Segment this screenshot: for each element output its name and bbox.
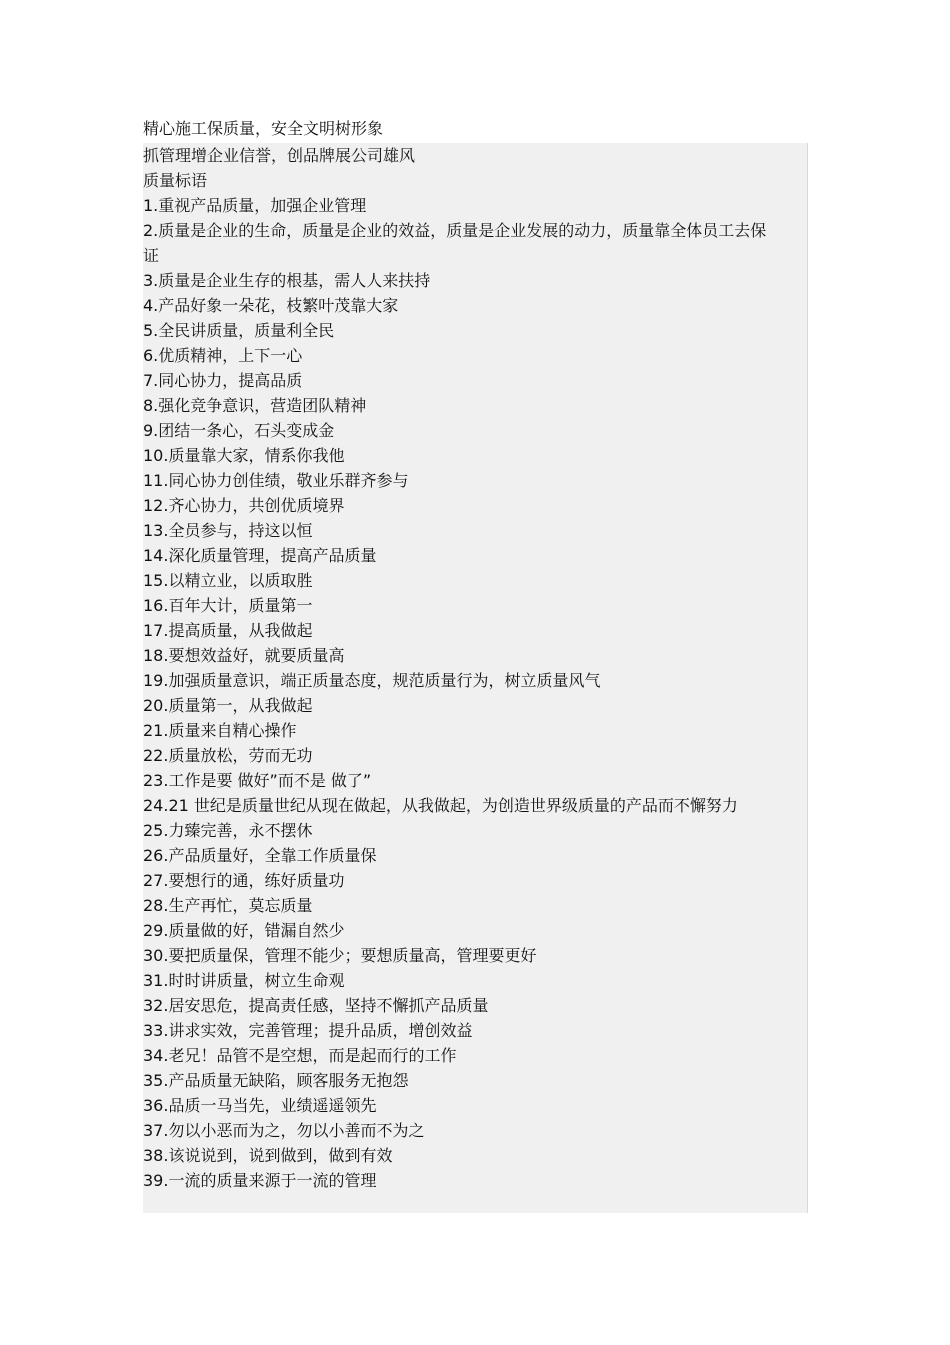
slogan-item: 23.工作是要 做好”而不是 做了”: [143, 771, 372, 790]
slogan-item: 33.讲求实效，完善管理；提升品质，增创效益: [143, 1021, 473, 1040]
slogan-item: 39.一流的质量来源于一流的管理: [143, 1171, 377, 1190]
slogan-item: 9.团结一条心，石头变成金: [143, 421, 335, 440]
slogan-item: 6.优质精神，上下一心: [143, 346, 303, 365]
slogan-item: 36.品质一马当先，业绩遥遥领先: [143, 1096, 377, 1115]
slogan-item: 38.该说说到，说到做到，做到有效: [143, 1146, 393, 1165]
slogan-item: 21.质量来自精心操作: [143, 721, 297, 740]
slogan-item: 32.居安思危，提高责任感，坚持不懈抓产品质量: [143, 996, 489, 1015]
slogan-item: 13.全员参与，持这以恒: [143, 521, 313, 540]
slogan-item: 16.百年大计，质量第一: [143, 596, 313, 615]
slogan-item: 18.要想效益好，就要质量高: [143, 646, 345, 665]
slogan-item: 12.齐心协力，共创优质境界: [143, 496, 345, 515]
slogan-item: 14.深化质量管理，提高产品质量: [143, 546, 377, 565]
slogan-item: 3.质量是企业生存的根基，需人人来扶持: [143, 271, 431, 290]
slogan-item: 5.全民讲质量，质量利全民: [143, 321, 335, 340]
slogan-item: 8.强化竞争意识，营造团队精神: [143, 396, 367, 415]
slogan-item: 25.力臻完善，永不摆休: [143, 821, 313, 840]
slogan-item: 24.21 世纪是质量世纪从现在做起，从我做起，为创造世界级质量的产品而不懈努力: [143, 796, 738, 815]
slogan-item: 31.时时讲质量，树立生命观: [143, 971, 345, 990]
slogan-item: 35.产品质量无缺陷，顾客服务无抱怨: [143, 1071, 409, 1090]
slogan-item: 11.同心协力创佳绩，敬业乐群齐参与: [143, 471, 409, 490]
slogan-item: 19.加强质量意识，端正质量态度，规范质量行为，树立质量风气: [143, 671, 601, 690]
section-title: 质量标语: [143, 171, 208, 190]
slogan-item: 20.质量第一，从我做起: [143, 696, 313, 715]
slogan-item: 2.质量是企业的生命，质量是企业的效益，质量是企业发展的动力，质量靠全体员工去保证: [143, 221, 767, 265]
slogan-list: [143, 143, 773, 1193]
slogan-item: 4.产品好象一朵花，枝繁叶茂靠大家: [143, 296, 399, 315]
slogan-item: 7.同心协力，提高品质: [143, 371, 303, 390]
slogan-item: 29.质量做的好，错漏自然少: [143, 921, 345, 940]
slogan-item: 10.质量靠大家，情系你我他: [143, 446, 345, 465]
slogan-item: 15.以精立业，以质取胜: [143, 571, 313, 590]
slogan-item: 30.要把质量保，管理不能少；要想质量高，管理要更好: [143, 946, 537, 965]
panel-heading-line: 抓管理增企业信誉，创品牌展公司雄风: [143, 146, 416, 165]
slogan-item: 17.提高质量，从我做起: [143, 621, 313, 640]
slogan-panel: [143, 143, 808, 1213]
slogan-item: 1.重视产品质量，加强企业管理: [143, 196, 367, 215]
slogan-item: 27.要想行的通，练好质量功: [143, 871, 345, 890]
slogan-item: 22.质量放松，劳而无功: [143, 746, 313, 765]
slogan-item: 28.生产再忙，莫忘质量: [143, 896, 313, 915]
slogan-item: 26.产品质量好，全靠工作质量保: [143, 846, 377, 865]
slogan-item: 34.老兄！品管不是空想，而是起而行的工作: [143, 1046, 457, 1065]
slogan-item: 37.勿以小恶而为之，勿以小善而不为之: [143, 1121, 425, 1140]
intro-line: 精心施工保质量，安全文明树形象: [143, 119, 384, 138]
